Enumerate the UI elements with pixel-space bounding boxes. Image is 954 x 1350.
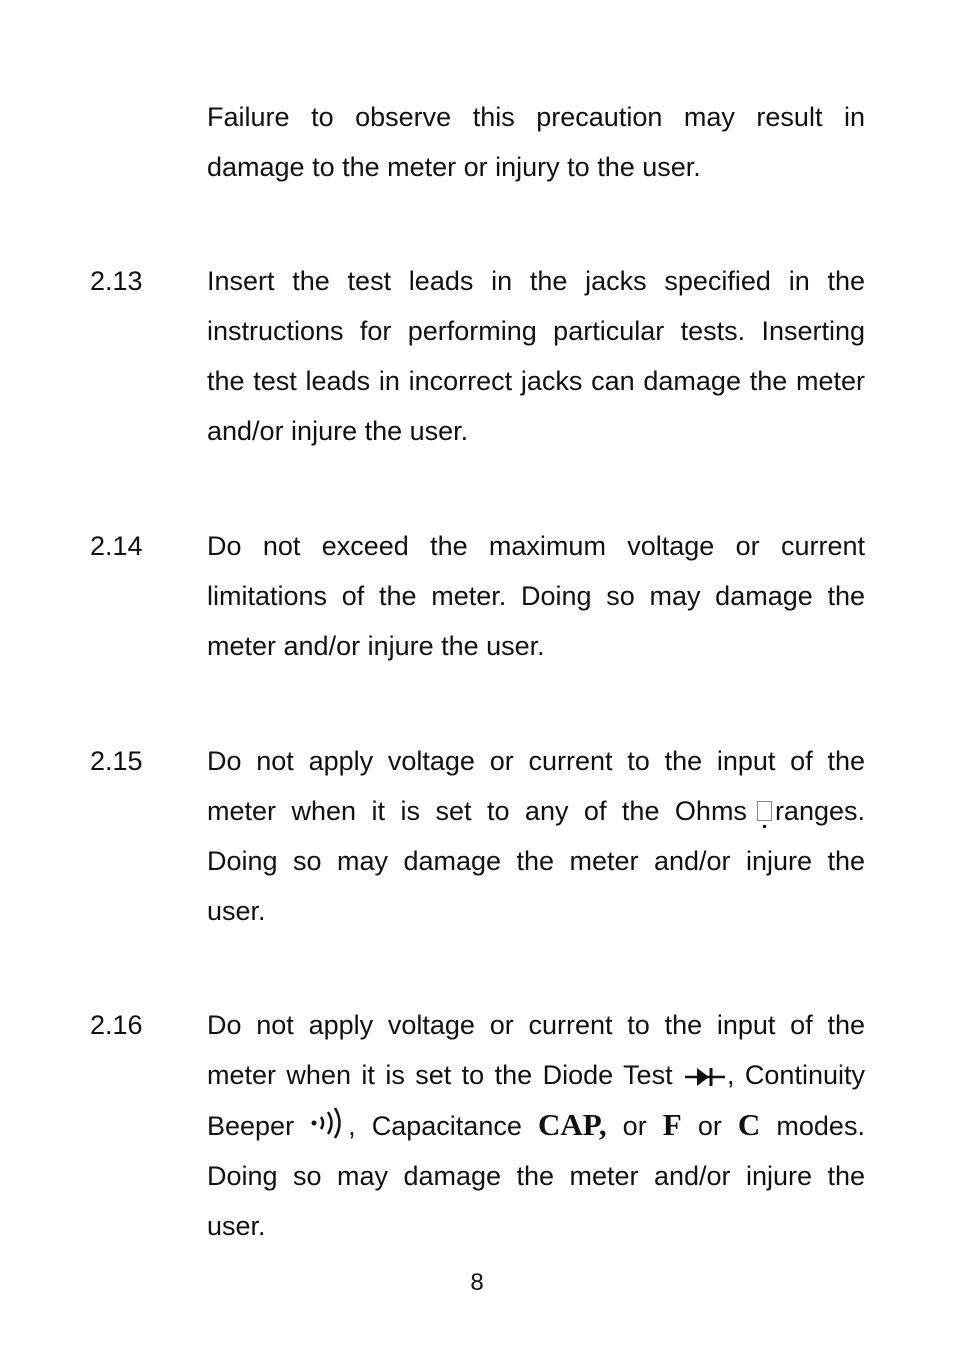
item-2-15-text-before: Do not apply voltage or current to the input of the meter when it is set to any of the Ohms xyxy=(207,746,865,826)
diode-test-icon xyxy=(683,1066,727,1088)
item-2-16-text-4: or xyxy=(622,1111,647,1141)
f-symbol: F xyxy=(662,1107,682,1142)
item-2-16-text-1: Do not apply voltage or current to the input of the meter when it is set to the Diode Test xyxy=(207,1010,865,1090)
item-2-15-text-after: ranges. Doing so may damage the meter and/or injure the user. xyxy=(207,796,865,926)
intro-paragraph: Failure to observe this precaution may result in damage to the meter or injury to the user. xyxy=(207,102,865,182)
page-number: 8 xyxy=(470,1269,484,1296)
item-2-16-text-5: or xyxy=(697,1111,722,1141)
item-2-14-text: Do not exceed the maximum voltage or current limitations of the meter. Doing so may damage the meter and/or injure the user. xyxy=(207,531,865,661)
item-2-16-text-3: , Capacitance xyxy=(348,1111,522,1141)
continuity-beeper-icon xyxy=(310,1106,348,1140)
item-2-13-text: Insert the test leads in the jacks specified in the instructions for performing particular tests. Inserting the test leads in incorrect jacks can damage the meter and/or injure the user. xyxy=(207,266,865,446)
item-2-16-paragraph xyxy=(207,1000,865,1251)
item-2-16-text-2: , Continuity Beeper xyxy=(207,1060,865,1141)
item-2-14-number: 2.14 xyxy=(90,531,143,561)
item-2-15-number: 2.15 xyxy=(90,746,143,776)
item-2-13-number: 2.13 xyxy=(90,266,143,296)
item-2-16-text-6: modes. Doing so may damage the meter and/or injure the user. xyxy=(207,1111,865,1241)
ohm-symbol-icon xyxy=(757,801,772,821)
item-2-16-number: 2.16 xyxy=(90,1010,143,1040)
item-2-15-paragraph xyxy=(207,736,865,936)
c-symbol: C xyxy=(737,1107,761,1142)
cap-symbol: CAP, xyxy=(537,1107,607,1142)
